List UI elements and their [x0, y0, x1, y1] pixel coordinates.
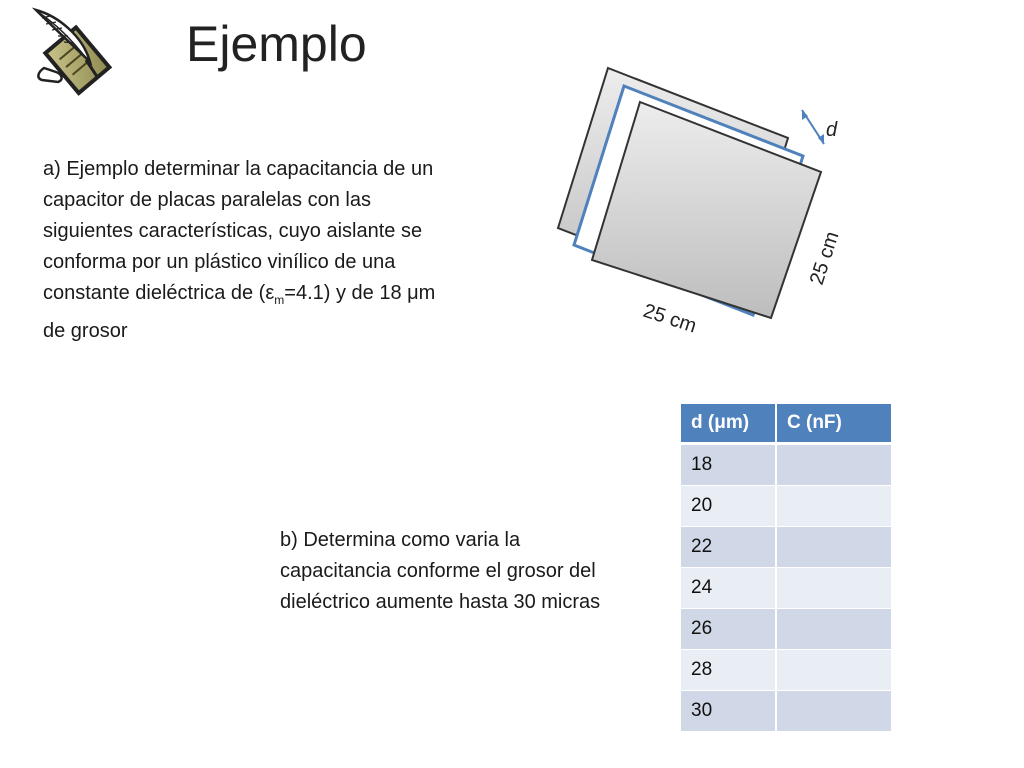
header-capacitance: C (nF): [775, 404, 891, 445]
capacitor-plates-diagram: [540, 60, 860, 350]
table-row: [681, 445, 891, 486]
problem-a-text-before: a) Ejemplo determinar la capacitancia de un capacitor de placas paralelas con las siguientes características, cuyo aislante se conforma por un plástico vinílico de una constante dieléctrica de (ε: [43, 158, 434, 304]
table-header-row: [681, 404, 891, 445]
cell-capacitance: [775, 568, 891, 609]
table-row: [681, 486, 891, 527]
cell-capacitance: [775, 445, 891, 486]
header-thickness: d (μm): [681, 404, 775, 445]
page-title: Ejemplo: [186, 16, 367, 72]
label-side-25cm: 25 cm: [805, 228, 844, 288]
cell-capacitance: [775, 650, 891, 691]
cell-capacitance: [775, 609, 891, 650]
table-row: [681, 568, 891, 609]
table-row: [681, 527, 891, 568]
problem-b-text: b) Determina como varia la capacitancia conforme el grosor del dieléctrico aumente hasta 30 micras: [280, 529, 601, 613]
problem-a-text-after: =4.1) y de 18 μm de grosor: [43, 282, 436, 342]
cell-thickness: 18: [681, 445, 775, 486]
cell-thickness: 22: [681, 527, 775, 568]
cell-thickness: 26: [681, 609, 775, 650]
table-row: [681, 609, 891, 650]
problem-a-text: [43, 154, 463, 347]
epsilon-subscript: m: [274, 293, 285, 307]
cell-capacitance: [775, 486, 891, 527]
capacitance-table: [681, 404, 891, 732]
label-bottom-25cm: 25 cm: [640, 299, 700, 338]
cell-capacitance: [775, 691, 891, 732]
table-row: [681, 691, 891, 732]
cell-thickness: 28: [681, 650, 775, 691]
cell-thickness: 24: [681, 568, 775, 609]
cell-thickness: 20: [681, 486, 775, 527]
table-row: [681, 650, 891, 691]
cell-thickness: 30: [681, 691, 775, 732]
quill-pen-paper-icon: [28, 6, 120, 106]
cell-capacitance: [775, 527, 891, 568]
label-d: d: [826, 119, 838, 141]
